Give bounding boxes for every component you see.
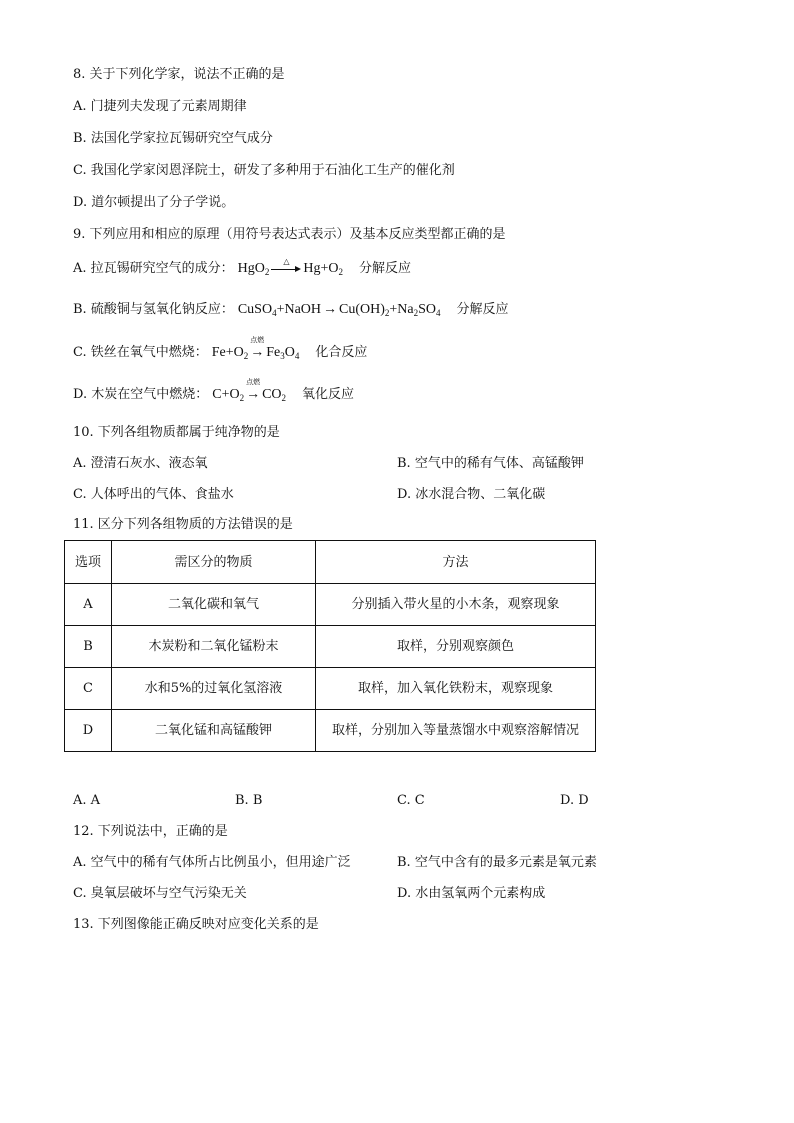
q9-d-type: 氧化反应 bbox=[302, 387, 355, 402]
q10-stem: 10. 下列各组物质都属于纯净物的是 bbox=[73, 425, 280, 440]
q9-option-a bbox=[73, 256, 412, 277]
q12-option-a: A. 空气中的稀有气体所占比例虽小，但用途广泛 bbox=[73, 855, 351, 870]
row-option: D bbox=[65, 710, 112, 752]
q10-option-d: D. 冰水混合物、二氧化碳 bbox=[397, 487, 546, 502]
ignite-arrow-icon: 点燃 → bbox=[250, 336, 265, 360]
q11-option-b: B. B bbox=[235, 793, 263, 808]
q12-option-b: B. 空气中含有的最多元素是氧元素 bbox=[397, 855, 597, 870]
q8-option-b: B. 法国化学家拉瓦锡研究空气成分 bbox=[73, 131, 273, 146]
row-method: 取样，分别加入等量蒸馏水中观察溶解情况 bbox=[316, 710, 596, 752]
q9-d-label: D. 木炭在空气中燃烧： bbox=[73, 387, 209, 402]
q9-b-formula: CuSO$_4$+NaOH → $Cu(OH)_2+Na_2SO_4$ bbox=[237, 302, 441, 318]
q10-option-b: B. 空气中的稀有气体、高锰酸钾 bbox=[397, 456, 584, 471]
q12-option-c: C. 臭氧层破坏与空气污染无关 bbox=[73, 886, 247, 901]
q8-stem: 8. 关于下列化学家，说法不正确的是 bbox=[73, 67, 285, 82]
row-substances: 木炭粉和二氧化锰粉末 bbox=[112, 626, 316, 668]
table-row bbox=[65, 710, 596, 752]
q9-b-type: 分解反应 bbox=[456, 302, 509, 317]
q9-b-label: B. 硫酸铜与氢氧化钠反应： bbox=[73, 302, 234, 317]
ignite-arrow-icon: 点燃 → bbox=[246, 378, 261, 402]
q11-option-d: D. D bbox=[560, 793, 589, 808]
q12-option-d: D. 水由氢氧两个元素构成 bbox=[397, 886, 546, 901]
row-option: C bbox=[65, 668, 112, 710]
header-method: 方法 bbox=[316, 541, 596, 584]
q13-stem: 13. 下列图像能正确反映对应变化关系的是 bbox=[73, 917, 319, 932]
q8-option-a: A. 门捷列夫发现了元素周期律 bbox=[73, 99, 247, 114]
q9-option-c bbox=[73, 336, 368, 361]
q9-d-formula: $C+O_2$ 点燃 → $CO_2$ bbox=[212, 378, 287, 403]
q11-option-a: A. A bbox=[73, 793, 101, 808]
q10-option-c: C. 人体呼出的气体、食盐水 bbox=[73, 487, 234, 502]
header-substances: 需区分的物质 bbox=[112, 541, 316, 584]
q8-option-d: D. 道尔顿提出了分子学说。 bbox=[73, 195, 235, 210]
q10-option-a: A. 澄清石灰水、液态氧 bbox=[73, 456, 208, 471]
table-header-row bbox=[65, 541, 596, 584]
q11-stem: 11. 区分下列各组物质的方法错误的是 bbox=[73, 517, 293, 532]
q9-stem: 9. 下列应用和相应的原理（用符号表达式表示）及基本反应类型都正确的是 bbox=[73, 227, 506, 242]
row-option: B bbox=[65, 626, 112, 668]
row-method: 分别插入带火星的小木条，观察现象 bbox=[316, 584, 596, 626]
table-row bbox=[65, 668, 596, 710]
q11-option-c: C. C bbox=[397, 793, 425, 808]
arrow-icon: → bbox=[323, 302, 338, 317]
q9-option-d bbox=[73, 378, 355, 403]
row-option: A bbox=[65, 584, 112, 626]
q12-stem: 12. 下列说法中，正确的是 bbox=[73, 824, 228, 839]
row-substances: 二氧化锰和高锰酸钾 bbox=[112, 710, 316, 752]
row-substances: 二氧化碳和氧气 bbox=[112, 584, 316, 626]
row-substances: 水和5%的过氧化氢溶液 bbox=[112, 668, 316, 710]
q8-option-c: C. 我国化学家闵恩泽院士，研发了多种用于石油化工生产的催化剂 bbox=[73, 163, 455, 178]
q9-a-label: A. 拉瓦锡研究空气的成分： bbox=[73, 261, 234, 276]
table-row bbox=[65, 626, 596, 668]
q9-c-type: 化合反应 bbox=[315, 345, 368, 360]
q9-option-b bbox=[73, 303, 509, 318]
q11-table bbox=[64, 540, 596, 752]
header-option: 选项 bbox=[65, 541, 112, 584]
q9-c-formula: $Fe+O_2$ 点燃 → $Fe_3O_4$ bbox=[211, 336, 300, 361]
q9-a-formula: HgO$_2$ △ $Hg+O_2$ bbox=[237, 256, 344, 277]
q9-c-label: C. 铁丝在氧气中燃烧： bbox=[73, 345, 208, 360]
heat-arrow-icon: △ bbox=[271, 264, 301, 274]
q9-a-type: 分解反应 bbox=[359, 261, 412, 276]
table-row bbox=[65, 584, 596, 626]
row-method: 取样，分别观察颜色 bbox=[316, 626, 596, 668]
row-method: 取样，加入氧化铁粉末，观察现象 bbox=[316, 668, 596, 710]
